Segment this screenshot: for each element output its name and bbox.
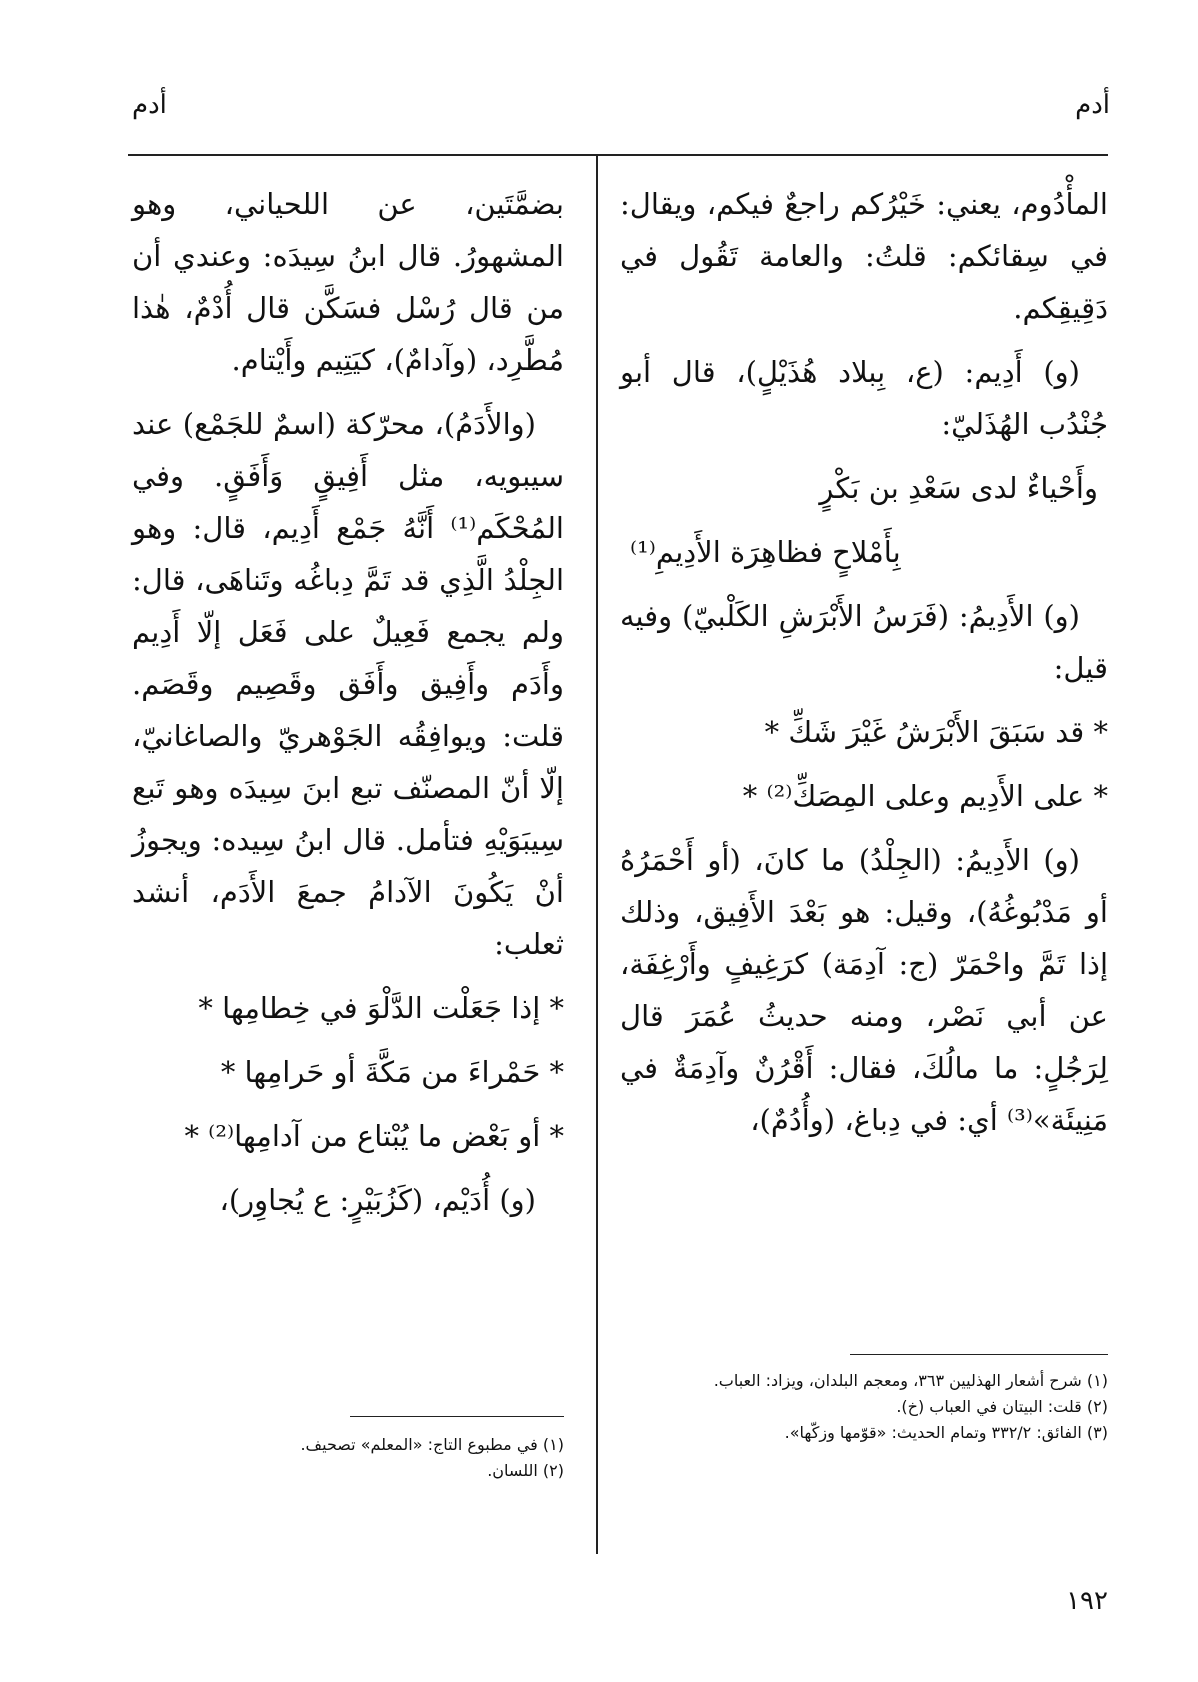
paragraph: (و) أَدِيم: (ع، بِبلاد هُذَيْلٍ)، قال أبو جُنْدُب الهُذَليّ: (620, 355, 1108, 441)
header-rule (128, 154, 1108, 156)
verse-line: * إذا جَعَلْت الدَّلْوَ في خِطامِها * (198, 991, 564, 1025)
footnote-rule-right (850, 1354, 1108, 1355)
paragraph: (و) الأَدِيمُ: (فَرَسُ الأَبْرَشِ الكَلْبيّ) وفيه قيل: (620, 599, 1108, 685)
paragraph: (و) الأَدِيمُ: (الجِلْدُ) ما كانَ، (أو أَحْمَرُهُ أو مَدْبُوغُهُ)، وقيل: هو بَعْدَ الأَفِيق، وذلك إذا تَمَّ واحْمَرّ (ج: آدِمَة) كرَغِيفٍ وأَرْغِفَة، عن أبي نَصْر، ومنه حديثُ عُمَرَ قال لِرَجُلٍ: ما مالُكَ، فقال: أَقْرُنٌ وآدِمَةٌ في مَنِيئَة»⁽³⁾ أي: في دِباغ، (وأُدُمٌ)، (620, 843, 1108, 1137)
page-number: ١٩٢ (1066, 1586, 1108, 1616)
verse-line: * على الأَدِيم وعلى المِصَكِّ⁽²⁾ * (742, 779, 1108, 813)
footnotes-right (620, 1368, 1108, 1446)
verse-line: بِأَمْلاحٍ فظاهِرَة الأَدِيمِ⁽¹⁾ (630, 535, 901, 569)
footnote: (١) في مطبوع التاج: «المعلم» تصحيف. (300, 1435, 564, 1454)
verse-line: * قد سَبَقَ الأَبْرَشُ غَيْرَ شَكِّ * (764, 715, 1108, 749)
running-header-right: أدم (1075, 90, 1110, 120)
verse-line: * أو بَعْض ما يُبْتاع من آدامِها⁽²⁾ * (184, 1119, 564, 1153)
paragraph: بضمَّتَين، عن اللحياني، وهو المشهورُ. قال ابنُ سِيدَه: وعندي أن من قال رُسْل فسَكَّن قال أُدْمٌ، هٰذا مُطَّرِد، (وآدامٌ)، كيَتِيم وأَيْتام. (132, 187, 564, 377)
running-header-left: أدم (132, 90, 167, 120)
footnotes-left (132, 1432, 564, 1484)
footnote-rule-left (350, 1416, 564, 1417)
footnote: (٢) قلت: البيتان في العباب (خ). (896, 1397, 1108, 1416)
paragraph: (والأَدَمُ)، محرّكة (اسمٌ للجَمْع) عند سيبويه، مثل أَفِيقٍ وَأَفَقٍ. وفي المُحْكَم⁽¹⁾ أَنَّهُ جَمْع أَدِيم، قال: وهو الجِلْدُ الَّذِي قد تَمَّ دِباغُه وتَناهَى، قال: ولم يجمع فَعِيلٌ على فَعَل إلّا أَدِيم وأَدَم وأَفِيق وأَفَق وقَصِيم وقَصَم. قلت: ويوافِقُه الجَوْهريّ والصاغانيّ، إلّا أنّ المصنّف تبع ابنَ سِيدَه وهو تَبع سِيبَوَيْهِ فتأمل. قال ابنُ سِيده: ويجوزُ أنْ يَكُونَ الآدامُ جمعَ الأَدَم، أنشد ثعلب: (132, 407, 564, 961)
paragraph: (و) أُدَيْم، (كَزُبَيْرٍ: ع يُجاوِر)، (219, 1183, 536, 1217)
right-column (620, 178, 1108, 1158)
footnote: (١) شرح أشعار الهذليين ٣٦٣، ومعجم البلدان، ويزاد: العباب. (713, 1371, 1108, 1390)
paragraph: المأْدُوم، يعني: خَيْرُكم راجعٌ فيكم، ويقال: في سِقائكم: قلتُ: والعامة تَقُول في دَقِيقِكم. (620, 187, 1108, 325)
column-divider (596, 154, 598, 1554)
left-column (132, 178, 564, 1238)
verse-line: وأَحْياءٌ لدى سَعْدِ بن بَكْرٍ (819, 471, 1098, 505)
footnote: (٣) الفائق: ٣٣٢/٢ وتمام الحديث: «قوّمها وزكّها». (784, 1423, 1108, 1442)
verse-line: * حَمْراءَ من مَكَّةَ أو حَرامِها * (220, 1055, 564, 1089)
footnote: (٢) اللسان. (487, 1461, 564, 1480)
